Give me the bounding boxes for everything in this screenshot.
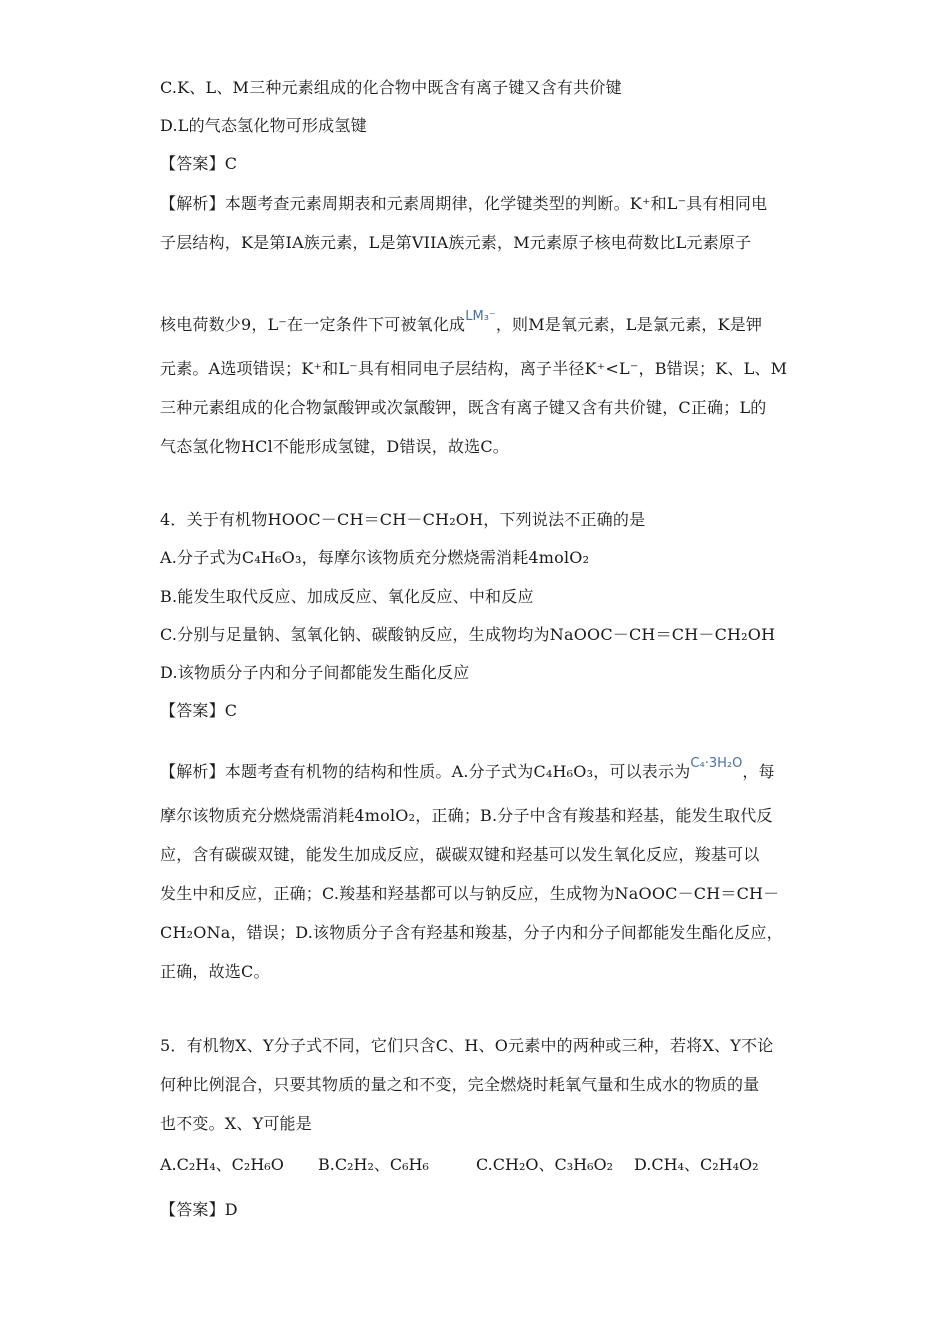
q3-explanation-text-3b: ，则M是氧元素，L是氯元素，K是钾: [495, 315, 763, 334]
q5-stem-line-1: 5．有机物X、Y分子式不同，它们只含C、H、O元素中的两种或三种，若将X、Y不论: [160, 1036, 774, 1055]
q4-explanation-line-5: CH₂ONa，错误；D.该物质分子含有羟基和羧基，分子内和分子间都能发生酯化反应，: [160, 923, 783, 942]
q4-explanation-line-6: 正确，故选C。: [160, 962, 270, 981]
q3-answer: 【答案】C: [160, 154, 238, 173]
q4-explanation-line-4: 发生中和反应，正确；C.羧基和羟基都可以与钠反应，生成物为NaOOC－CH＝CH－: [160, 884, 780, 903]
q4-explanation-line-2: 摩尔该物质充分燃烧需消耗4molO₂，正确；B.分子中含有羧基和羟基，能发生取代反: [160, 806, 773, 825]
q5-option-c: C.CH₂O、C₃H₆O₂: [476, 1155, 614, 1174]
q4-option-a: A.分子式为C₄H₆O₃，每摩尔该物质充分燃烧需消耗4molO₂: [160, 548, 590, 567]
q4-explanation-line-1: [160, 754, 775, 782]
q3-option-c: C.K、L、M三种元素组成的化合物中既含有离子键又含有共价键: [160, 78, 622, 97]
q3-explanation-text-3a: 核电荷数少9，L⁻在一定条件下可被氧化成: [160, 315, 466, 334]
q3-explanation-line-6: 气态氢化物HCl不能形成氢键，D错误，故选C。: [160, 437, 509, 456]
q3-explanation-line-2: 子层结构，K是第IA族元素，L是第VIIA族元素，M元素原子核电荷数比L元素原子: [160, 233, 752, 252]
q3-explanation-line-1: 【解析】本题考查元素周期表和元素周期律，化学键类型的判断。K⁺和L⁻具有相同电: [160, 194, 768, 213]
q3-explanation-line-3: [160, 307, 762, 335]
q3-option-d: D.L的气态氢化物可形成氢键: [160, 116, 367, 135]
lm3-formula-image: LM₃⁻: [465, 309, 496, 324]
q5-option-d: D.CH₄、C₂H₄O₂: [634, 1155, 759, 1174]
q4-answer: 【答案】C: [160, 701, 238, 720]
q5-stem-line-3: 也不变。X、Y可能是: [160, 1114, 312, 1133]
q4-explanation-text-1a: 【解析】本题考查有机物的结构和性质。A.分子式为C₄H₆O₃，可以表示为: [160, 762, 691, 781]
q3-explanation-line-4: 元素。A选项错误；K⁺和L⁻具有相同电子层结构，离子半径K⁺<L⁻，B错误；K、L、M: [160, 359, 788, 378]
q4-option-c: C.分别与足量钠、氢氧化钠、碳酸钠反应，生成物均为NaOOC－CH＝CH－CH₂OH: [160, 625, 776, 644]
c4-3h2o-formula-image: C₄·3H₂O: [690, 756, 743, 771]
q5-option-a: A.C₂H₄、C₂H₆O: [160, 1155, 284, 1174]
q5-option-b: B.C₂H₂、C₆H₆: [318, 1155, 429, 1174]
q4-explanation-line-3: 应，含有碳碳双键，能发生加成反应，碳碳双键和羟基可以发生氧化反应，羧基可以: [160, 845, 760, 864]
q4-explanation-text-1b: ，每: [742, 762, 775, 781]
q4-option-d: D.该物质分子内和分子间都能发生酯化反应: [160, 663, 470, 682]
q5-stem-line-2: 何种比例混合，只要其物质的量之和不变，完全燃烧时耗氧气量和生成水的物质的量: [160, 1075, 760, 1094]
q3-explanation-line-5: 三种元素组成的化合物氯酸钾或次氯酸钾，既含有离子键又含有共价键，C正确；L的: [160, 398, 767, 417]
q4-stem: 4．关于有机物HOOC－CH＝CH－CH₂OH，下列说法不正确的是: [160, 510, 646, 529]
q5-answer: 【答案】D: [160, 1200, 238, 1219]
q4-option-b: B.能发生取代反应、加成反应、氧化反应、中和反应: [160, 587, 534, 606]
